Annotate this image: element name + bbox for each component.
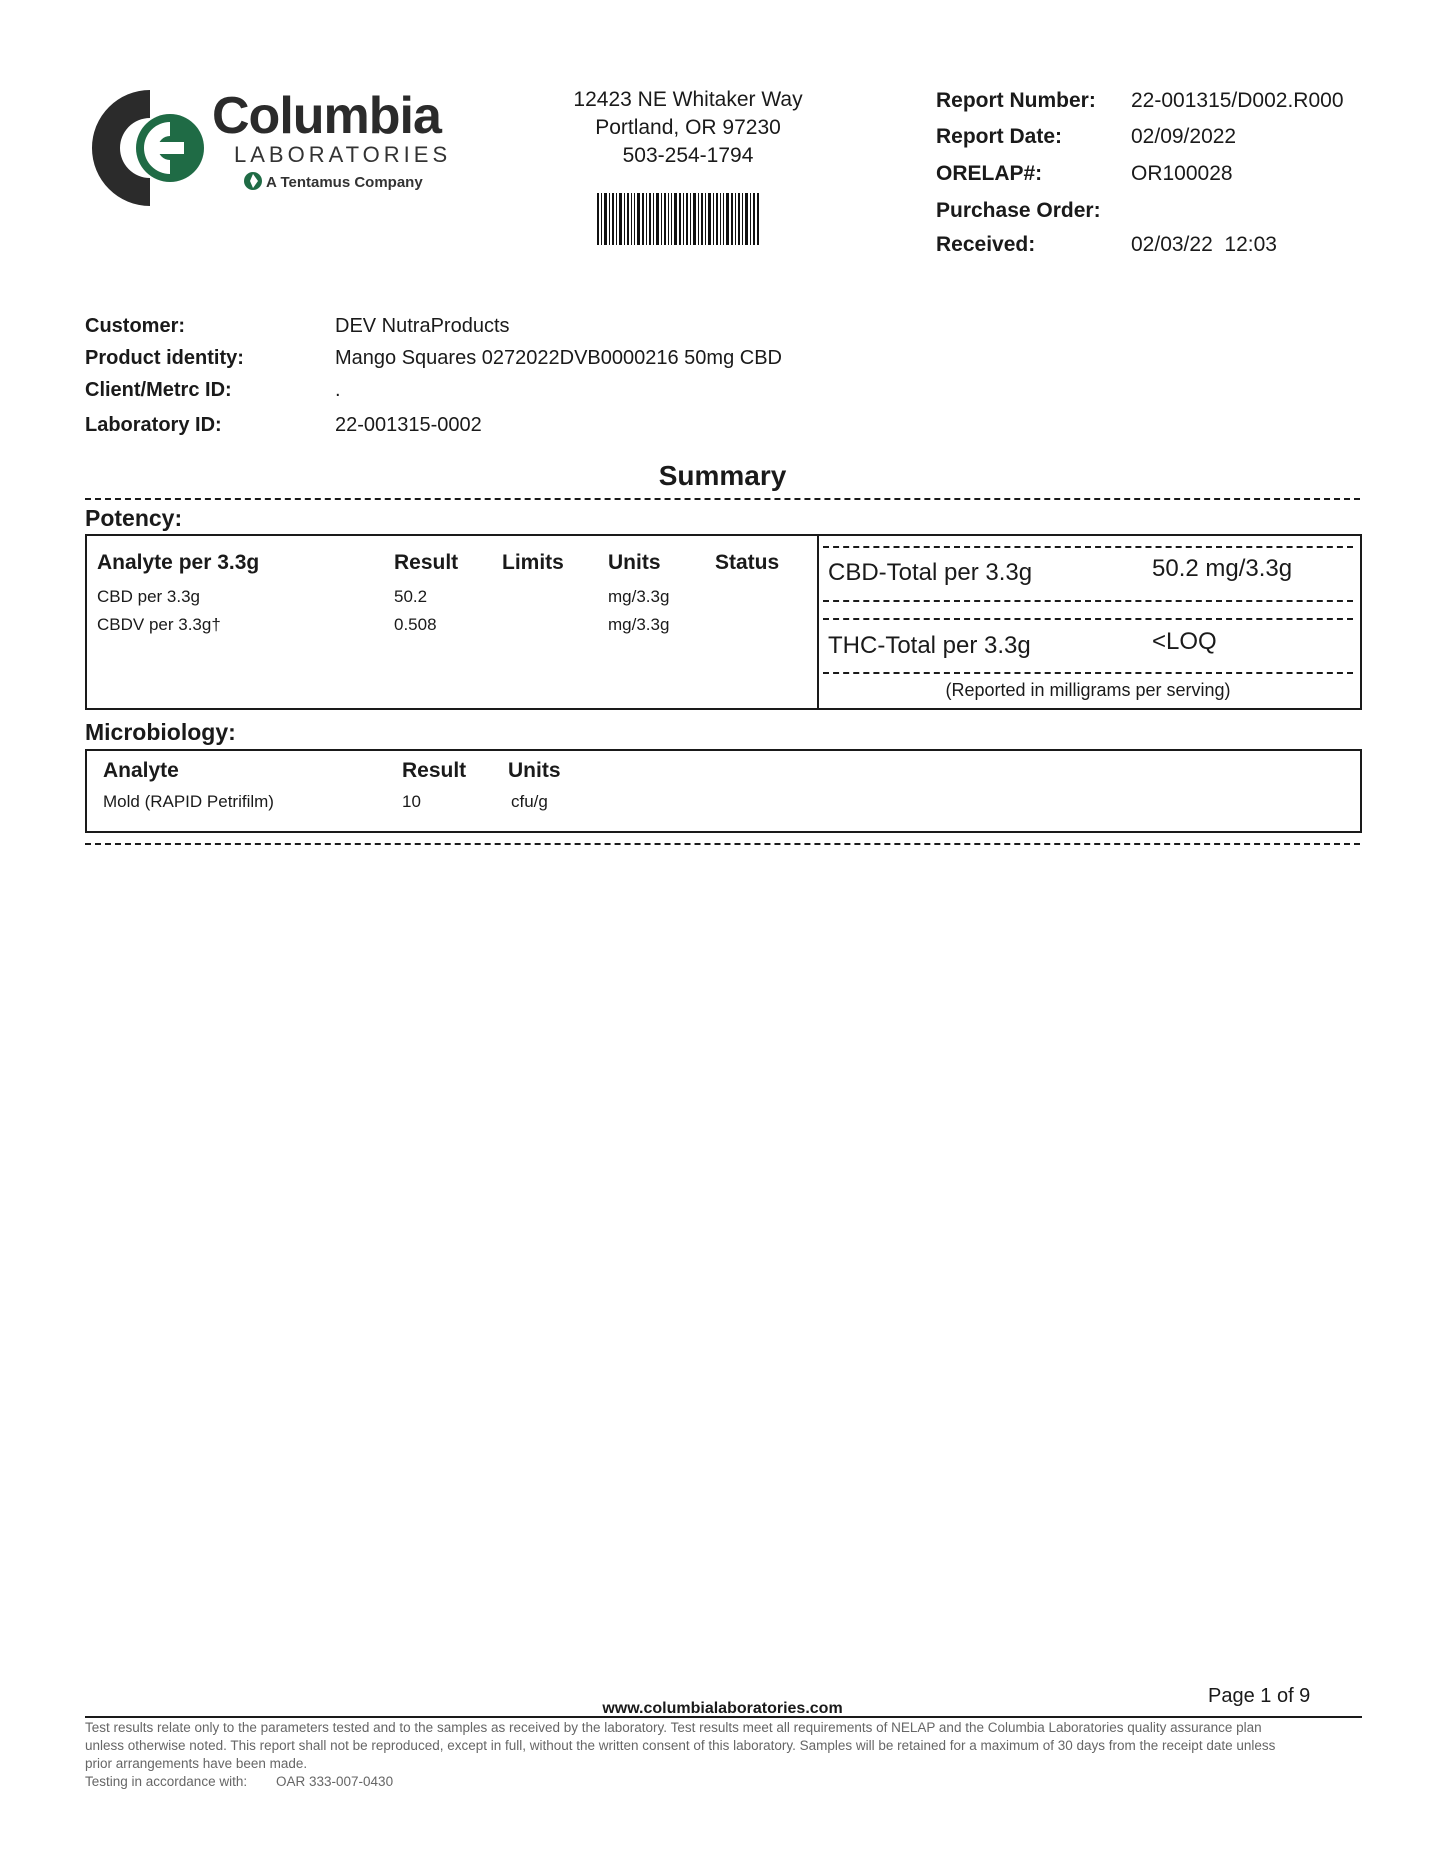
thc-total-label: THC-Total per 3.3g xyxy=(828,632,1031,659)
totals-note: (Reported in milligrams per serving) xyxy=(945,680,1231,700)
micro-header-result: Result xyxy=(402,759,467,782)
potency-row-units: mg/3.3g xyxy=(608,615,670,634)
potency-row-analyte: CBD per 3.3g xyxy=(97,587,200,606)
received-date: 02/03/22 12:03 xyxy=(1131,233,1277,256)
footer-url: www.columbialaboratories.com xyxy=(602,1700,843,1717)
logo-mark-icon xyxy=(88,86,212,210)
address-city: Portland, OR 97230 xyxy=(595,116,781,139)
received-label: Received: xyxy=(936,233,1036,256)
divider xyxy=(85,843,1360,845)
disclaimer-line: prior arrangements have been made. xyxy=(85,1756,308,1771)
leaf-icon xyxy=(242,170,264,192)
totals-divider xyxy=(823,618,1353,620)
company-logo xyxy=(88,86,468,210)
purchase-order-label: Purchase Order: xyxy=(936,199,1101,222)
potency-row-result: 0.508 xyxy=(394,615,437,634)
divider xyxy=(85,498,1360,500)
page-number: Page 1 of 9 xyxy=(1208,1685,1311,1707)
summary-title: Summary xyxy=(658,460,787,491)
micro-row-analyte: Mold (RAPID Petrifilm) xyxy=(103,792,274,811)
barcode-icon xyxy=(597,193,759,245)
lab-id: 22-001315-0002 xyxy=(335,414,482,436)
disclaimer-line: unless otherwise noted. This report shall not be reproduced, except in full, without the written consent of this laboratory. Samples will be retained for a maximum of 30 days from the receipt date unless xyxy=(85,1738,1276,1753)
client-id: . xyxy=(335,379,341,401)
client-id-label: Client/Metrc ID: xyxy=(85,379,232,401)
micro-row-result: 10 xyxy=(402,792,421,811)
micro-header-analyte: Analyte xyxy=(103,759,179,782)
orelap-number: OR100028 xyxy=(1131,162,1233,185)
report-number: 22-001315/D002.R000 xyxy=(1131,89,1344,112)
footer-line xyxy=(85,1716,1362,1718)
lab-id-label: Laboratory ID: xyxy=(85,414,222,436)
potency-title: Potency: xyxy=(85,505,183,531)
potency-separator xyxy=(817,536,819,708)
micro-header-units: Units xyxy=(508,759,561,782)
potency-header-analyte: Analyte per 3.3g xyxy=(97,551,260,574)
testing-value: OAR 333-007-0430 xyxy=(276,1774,394,1789)
customer-label: Customer: xyxy=(85,315,186,337)
address-street: 12423 NE Whitaker Way xyxy=(573,88,803,111)
potency-row-result: 50.2 xyxy=(394,587,428,606)
microbiology-title: Microbiology: xyxy=(85,719,236,745)
thc-total-value: <LOQ xyxy=(1152,628,1217,655)
customer-name: DEV NutraProducts xyxy=(335,315,510,337)
potency-row-units: mg/3.3g xyxy=(608,587,670,606)
orelap-label: ORELAP#: xyxy=(936,162,1043,185)
testing-label: Testing in accordance with: xyxy=(85,1774,248,1789)
totals-divider xyxy=(823,672,1353,674)
disclaimer-line: Test results relate only to the parameters tested and to the samples as received by the laboratory. Test results meet all requirements of NELAP and the Columbia Laboratories quality assurance plan xyxy=(85,1720,1262,1735)
logo-brand: Columbia xyxy=(212,87,441,145)
micro-row-units: cfu/g xyxy=(511,792,548,811)
potency-row-analyte: CBDV per 3.3g† xyxy=(97,615,221,634)
logo-sub: LABORATORIES xyxy=(234,142,452,167)
cbd-total-value: 50.2 mg/3.3g xyxy=(1152,555,1293,582)
potency-header-result: Result xyxy=(394,551,459,574)
potency-header-limits: Limits xyxy=(502,551,564,574)
totals-divider xyxy=(823,546,1353,548)
potency-header-status: Status xyxy=(715,551,780,574)
potency-box xyxy=(85,534,1362,710)
product-label: Product identity: xyxy=(85,347,244,369)
cbd-total-label: CBD-Total per 3.3g xyxy=(828,559,1033,586)
product-identity: Mango Squares 0272022DVB0000216 50mg CBD xyxy=(335,347,782,369)
logo-tagline: A Tentamus Company xyxy=(266,174,423,191)
microbiology-box xyxy=(85,749,1362,833)
report-number-label: Report Number: xyxy=(936,89,1096,112)
potency-header-units: Units xyxy=(608,551,661,574)
report-date-label: Report Date: xyxy=(936,125,1063,148)
totals-divider xyxy=(823,600,1353,602)
report-date: 02/09/2022 xyxy=(1131,125,1237,148)
address-phone: 503-254-1794 xyxy=(622,144,754,167)
